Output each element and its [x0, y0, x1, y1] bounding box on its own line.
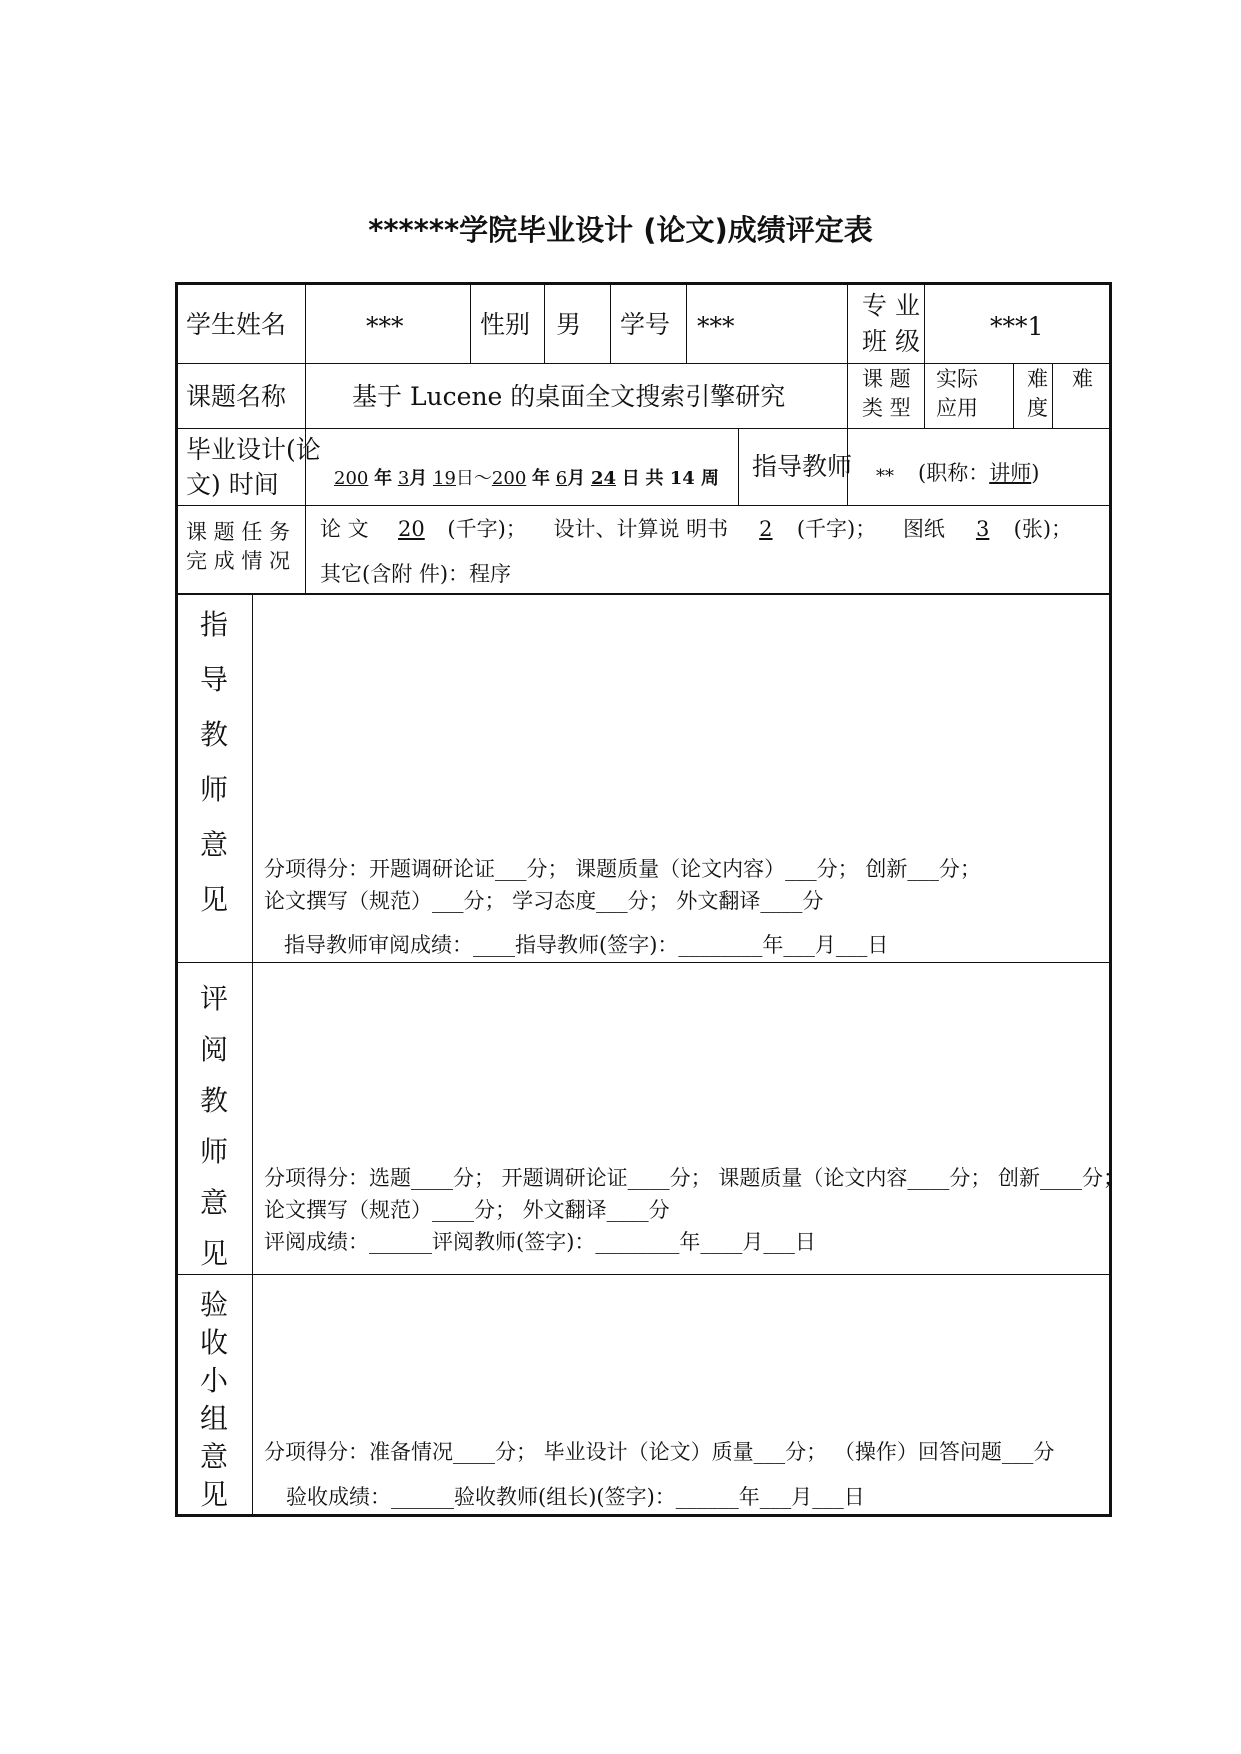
row-divider [175, 962, 1112, 963]
calc-unit: (千字)； [796, 517, 877, 541]
topic-type-value-line1: 实际 [936, 367, 978, 391]
label-char: 师 [199, 1135, 228, 1168]
row-divider [175, 505, 1112, 506]
calc-words: 2 [759, 517, 773, 541]
advisor-scores-line1: 分项得分：开题调研论证___分； 课题质量（论文内容）___分； 创新___分； [264, 857, 981, 881]
col-divider [610, 282, 611, 363]
topic-value: 基于 Lucene 的桌面全文搜索引擎研究 [352, 382, 786, 411]
time-label-line1: 毕业设计(论 [186, 435, 321, 464]
student-name-label: 学生姓名 [186, 310, 287, 339]
label-char: 教 [199, 1084, 228, 1117]
start-day: 19 [433, 468, 456, 489]
month-char: 月 [567, 468, 586, 489]
label-char: 小 [199, 1364, 228, 1397]
label-char: 意 [199, 1440, 228, 1473]
label-char: 见 [199, 1237, 228, 1270]
advisor-title-value: 讲师 [989, 461, 1032, 485]
student-id-value: *** [697, 312, 735, 341]
committee-scores-line1: 分项得分：准备情况____分； 毕业设计（论文）质量___分； （操作）回答问题___分 [264, 1440, 1055, 1464]
class-value: ***1 [990, 312, 1044, 341]
class-label-line1: 专 业 [862, 291, 920, 320]
label-char: 评 [199, 982, 228, 1015]
label-char: 导 [199, 663, 228, 696]
month-char: 月 [409, 468, 428, 489]
student-name-value: *** [366, 312, 404, 341]
col-divider [924, 282, 925, 428]
topic-type-label-line1: 课 题 [862, 367, 911, 391]
thesis-unit: (千字)； [447, 517, 527, 541]
task-completion [320, 517, 1072, 542]
row-divider [175, 428, 1112, 429]
col-divider [544, 282, 545, 363]
topic-type-value-line2: 应用 [936, 396, 978, 420]
committee-grade-signature: 验收成绩：______验收教师(组长)(签字)：______年___月___日 [286, 1485, 865, 1509]
difficulty-label-line2: 度 [1027, 396, 1048, 420]
label-char: 见 [199, 883, 228, 916]
label-char: 验 [199, 1288, 228, 1321]
drawing-unit: (张)； [1013, 517, 1073, 541]
topic-type-label-line2: 类 型 [862, 396, 911, 420]
time-range [334, 468, 719, 490]
student-id-label: 学号 [620, 310, 671, 339]
class-label-line2: 班 级 [862, 327, 920, 356]
col-divider [686, 282, 687, 363]
year-char: 年 [374, 468, 393, 489]
col-divider [738, 428, 739, 505]
label-char: 见 [199, 1478, 228, 1511]
reviewer-scores-line1: 分项得分：选题____分； 开题调研论证____分； 课题质量（论文内容____分； 创新____分； [264, 1166, 1125, 1190]
start-month: 3 [397, 468, 410, 489]
advisor-scores-line2: 论文撰写（规范）___分； 学习态度___分； 外文翻译____分 [264, 889, 824, 913]
gender-label: 性别 [480, 310, 531, 339]
end-day: 24 [590, 468, 616, 489]
col-divider [1052, 363, 1053, 428]
committee-opinion-label [194, 1283, 234, 1511]
row-divider [175, 363, 1112, 364]
day-char: 日 [621, 468, 640, 489]
page-title: ******学院毕业设计 (论文)成绩评定表 [368, 213, 873, 247]
weeks-total: 共 14 周 [645, 468, 720, 489]
advisor-title [918, 461, 1039, 486]
calc-label: 设计、计算说 明书 [553, 517, 729, 541]
col-divider [470, 282, 471, 363]
gender-value: 男 [556, 310, 582, 339]
label-char: 组 [199, 1402, 228, 1435]
advisor-label: 指导教师 [752, 452, 853, 481]
reviewer-opinion-label [194, 977, 234, 1283]
drawing-count: 3 [975, 517, 990, 541]
label-char: 意 [199, 828, 228, 861]
difficulty-label-line1: 难 [1027, 367, 1048, 391]
task-label-line1: 课 题 任 务 [186, 520, 291, 544]
day-to-char: 日～ [455, 468, 492, 489]
difficulty-value: 难 [1072, 367, 1093, 391]
label-char: 阅 [199, 1033, 228, 1066]
col-divider [1013, 363, 1014, 428]
topic-label: 课题名称 [186, 382, 287, 411]
label-char: 教 [199, 718, 228, 751]
advisor-name: ** [876, 466, 894, 487]
end-month: 6 [555, 468, 568, 489]
year-char: 年 [532, 468, 551, 489]
label-char: 收 [199, 1326, 228, 1359]
reviewer-scores-line2: 论文撰写（规范）____分； 外文翻译____分 [264, 1198, 670, 1222]
task-other: 其它(含附 件)：程序 [320, 562, 512, 586]
advisor-opinion-label [194, 603, 234, 933]
thesis-label: 论 文 [320, 517, 369, 541]
label-char: 师 [199, 773, 228, 806]
advisor-title-prefix: (职称： [918, 461, 990, 485]
start-year: 200 [334, 468, 369, 489]
col-divider [252, 593, 253, 1517]
row-divider [175, 1274, 1112, 1275]
reviewer-grade-signature: 评阅成绩：______评阅教师(签字)：________年____月___日 [264, 1230, 816, 1254]
label-char: 意 [199, 1186, 228, 1219]
thesis-words: 20 [398, 517, 425, 541]
advisor-grade-signature: 指导教师审阅成绩：____指导教师(签字)：________年___月___日 [284, 933, 889, 957]
label-char: 指 [199, 608, 228, 641]
end-year: 200 [491, 468, 527, 489]
task-label-line2: 完 成 情 况 [186, 549, 291, 573]
advisor-title-suffix: ) [1031, 461, 1040, 485]
col-divider [847, 282, 848, 428]
row-divider [175, 593, 1112, 595]
time-label-line2: 文) 时间 [186, 470, 279, 499]
drawing-label: 图纸 [902, 517, 945, 541]
